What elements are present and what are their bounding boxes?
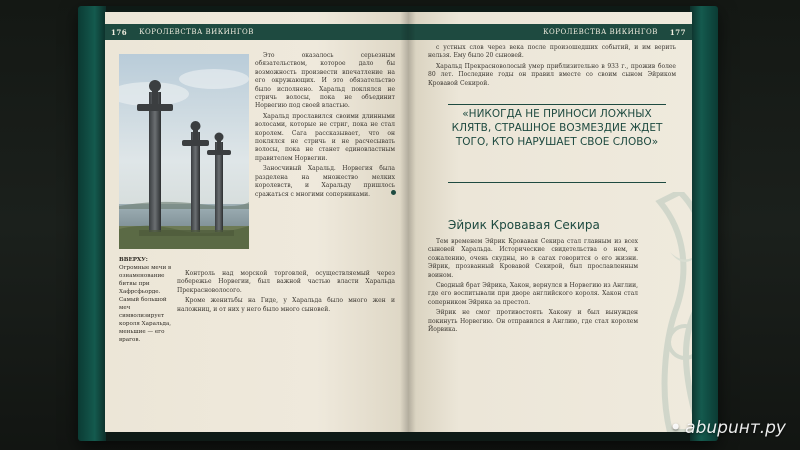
- right-page: [408, 12, 692, 432]
- right-paragraph: Эйрик не смог противостоять Хакону и был вынужден покинуть Норвегию. Он отправился в Англию, где стал королем Йорвика.: [428, 309, 638, 334]
- right-column-top: [428, 44, 676, 90]
- left-column-top: [255, 52, 395, 201]
- right-paragraph: с устных слов через века после произошедших событий, и им верить нельзя. Ему было 20 сыновей.: [428, 44, 676, 60]
- right-paragraph: Харальд Прекрасноволосый умер приблизительно в 933 г., прожив более 80 лет. Последние годы он правил вместе со своим сыном Эйриком Кровавой Секирой.: [428, 62, 676, 87]
- right-running-head: [408, 24, 692, 40]
- left-paragraph: Заносчивый Харальд. Норвегия была разделена на множество мелких королевств, и Харальду пришлось сражаться с многими соперниками.: [255, 165, 395, 198]
- photo-caption: [119, 256, 175, 344]
- left-running-head: [105, 24, 408, 40]
- page-bullet-ornament: [391, 190, 396, 195]
- right-paragraph: Сводный брат Эйрика, Хакон, вернулся в Норвегию из Англии, где его воспитывали при дворе английского короля. Хакон стал соперником Эйрика за престол.: [428, 282, 638, 306]
- left-paragraph: Контроль над морской торговлей, осуществляемый через побережье Норвегии, был важной частью власти Харальда Прекрасноволосого.: [177, 270, 395, 294]
- celtic-ornament-graphic: [640, 192, 692, 432]
- caption-lead: ВВЕРХУ:: [119, 257, 148, 263]
- caption-text: Огромные мечи в ознаменование битвы при Хафрсфьорде. Самый большой меч символизирует короля Харальда, меньшие — его врагов.: [119, 265, 172, 343]
- watermark-symbol: •: [670, 418, 682, 438]
- cover-edge-right: [690, 6, 718, 441]
- left-running-title: КОРОЛЕВСТВА ВИКИНГОВ: [139, 28, 254, 36]
- watermark: [670, 418, 786, 438]
- left-page-number: 176: [111, 27, 128, 37]
- right-column-bottom: [428, 238, 638, 336]
- watermark-text: abuрuнт.ру: [685, 418, 786, 438]
- left-paragraph: Это оказалось серьезным обязательством, которое дало бы возможность произвести впечатление на его окружающих. И это обязательство было исполнено. Харальд поклялся не стричь волосы, пока не объединит Норвегию под своей властью.: [255, 52, 395, 110]
- left-paragraph: Харальд прославился своими длинными волосами, которые не стриг, пока не стал королем. Сага рассказывает, что он поклялся не стричь и не расчесывать волосы, пока не станет единовластным правителем Норвегии.: [255, 112, 395, 162]
- left-paragraph: Кроме женитьбы на Гиде, у Харальда было много жен и наложниц, и от них у него было много сыновей.: [177, 297, 395, 313]
- left-column-bottom: [177, 270, 395, 316]
- right-page-number: 177: [669, 27, 686, 37]
- left-page: [105, 12, 408, 432]
- book-gutter: [400, 12, 416, 432]
- quote-rule-bottom: [448, 182, 666, 183]
- swords-in-rock-photo: [119, 54, 249, 249]
- right-paragraph: Тем временем Эйрик Кровавая Секира стал главным из всех сыновей Харальда. Исторические свидетельства о нем, к сожалению, очень скудны, но в сагах говорится о его жизни. Эйрик, прозванный Кровавой Секирой, был прославленным воином.: [428, 238, 638, 279]
- section-heading: Эйрик Кровавая Секира: [448, 218, 600, 232]
- pull-quote: «НИКОГДА НЕ ПРИНОСИ ЛОЖНЫХ КЛЯТВ, СТРАШНОЕ ВОЗМЕЗДИЕ ЖДЕТ ТОГО, КТО НАРУШАЕТ СВОЕ СЛОВО»: [451, 108, 663, 148]
- right-running-title: КОРОЛЕВСТВА ВИКИНГОВ: [543, 28, 658, 36]
- quote-rule-top: [448, 104, 666, 105]
- cover-edge-left: [78, 6, 106, 441]
